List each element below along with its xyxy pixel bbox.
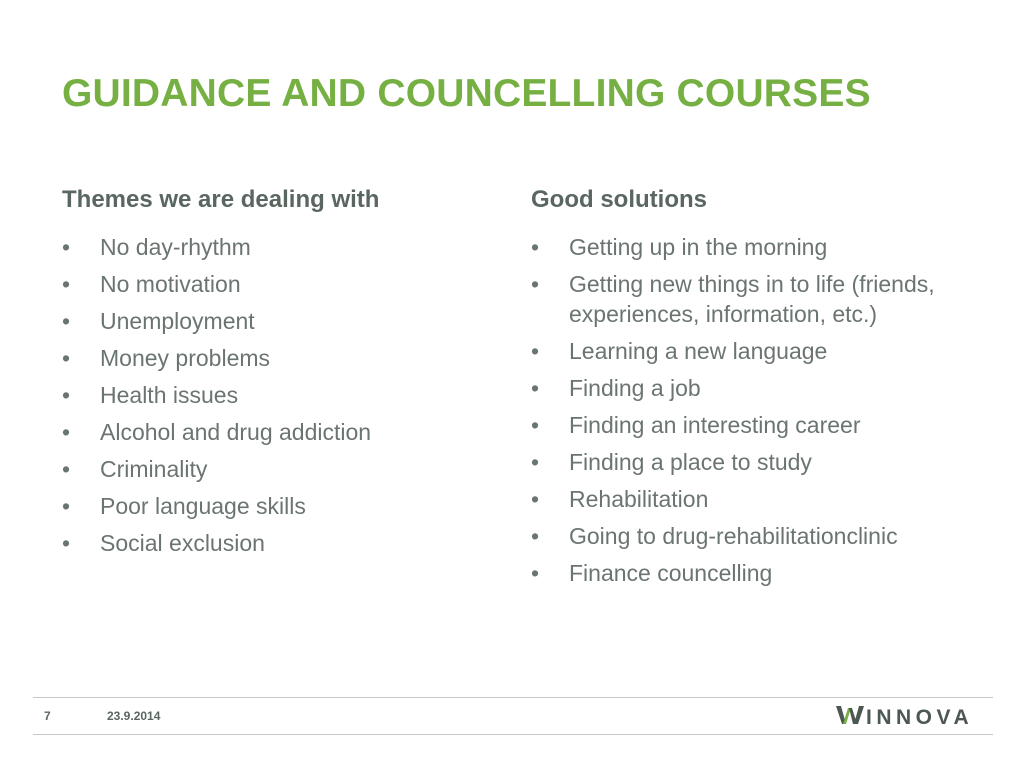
bullet-icon: • bbox=[62, 493, 71, 519]
bullet-icon: • bbox=[62, 345, 71, 371]
theme-item bbox=[62, 343, 482, 373]
logo-wordmark: INNOVA bbox=[866, 706, 974, 729]
bullet-icon: • bbox=[531, 523, 540, 549]
bullet-icon: • bbox=[62, 419, 71, 445]
bullet-icon: • bbox=[531, 234, 540, 260]
theme-item-text: No motivation bbox=[100, 271, 241, 297]
solution-item-text: Finance councelling bbox=[569, 560, 773, 586]
solution-item-text: Finding an interesting career bbox=[569, 412, 861, 438]
theme-item-text: Alcohol and drug addiction bbox=[100, 419, 372, 445]
solution-item bbox=[531, 558, 971, 588]
bullet-icon: • bbox=[62, 271, 71, 297]
theme-item bbox=[62, 454, 482, 484]
solution-item-text: Finding a job bbox=[569, 375, 701, 401]
theme-item bbox=[62, 306, 482, 336]
footer-date: 23.9.2014 bbox=[107, 709, 161, 723]
theme-item bbox=[62, 528, 482, 558]
bullet-icon: • bbox=[62, 308, 71, 334]
theme-item bbox=[62, 417, 482, 447]
theme-item bbox=[62, 269, 482, 299]
theme-item bbox=[62, 232, 482, 262]
footer-divider-top bbox=[33, 697, 993, 698]
theme-item-text: Unemployment bbox=[100, 308, 255, 334]
theme-item-text: Health issues bbox=[100, 382, 239, 408]
bullet-icon: • bbox=[531, 486, 540, 512]
bullet-icon: • bbox=[531, 338, 540, 364]
theme-item-text: Criminality bbox=[100, 456, 208, 482]
solution-item bbox=[531, 232, 971, 262]
solution-item bbox=[531, 484, 971, 514]
solution-item bbox=[531, 336, 971, 366]
footer-divider-bottom bbox=[33, 734, 993, 735]
solution-item-text: Getting up in the morning bbox=[569, 234, 828, 260]
bullet-icon: • bbox=[531, 375, 540, 401]
solution-item-text: Rehabilitation bbox=[569, 486, 709, 512]
solutions-list bbox=[531, 232, 971, 588]
solution-item bbox=[531, 410, 971, 440]
solution-item-text: Getting new things in to life (friends, experiences, information, etc.) bbox=[569, 271, 935, 327]
theme-item-text: No day-rhythm bbox=[100, 234, 251, 260]
solution-item bbox=[531, 521, 971, 551]
slide-title: GUIDANCE AND COUNCELLING COURSES bbox=[62, 72, 871, 115]
solution-item-text: Learning a new language bbox=[569, 338, 828, 364]
bullet-icon: • bbox=[531, 271, 540, 297]
winnova-logo bbox=[836, 703, 994, 729]
themes-heading: Themes we are dealing with bbox=[62, 186, 380, 213]
bullet-icon: • bbox=[62, 382, 71, 408]
theme-item bbox=[62, 491, 482, 521]
bullet-icon: • bbox=[62, 456, 71, 482]
solution-item-text: Going to drug-rehabilitationclinic bbox=[569, 523, 898, 549]
bullet-icon: • bbox=[531, 412, 540, 438]
bullet-icon: • bbox=[62, 530, 71, 556]
solution-item bbox=[531, 373, 971, 403]
theme-item-text: Social exclusion bbox=[100, 530, 265, 556]
themes-list bbox=[62, 232, 482, 558]
solutions-heading: Good solutions bbox=[531, 186, 707, 213]
solution-item-text: Finding a place to study bbox=[569, 449, 812, 475]
theme-item-text: Money problems bbox=[100, 345, 271, 371]
solution-item bbox=[531, 447, 971, 477]
bullet-icon: • bbox=[62, 234, 71, 260]
solution-item bbox=[531, 269, 971, 329]
bullet-icon: • bbox=[531, 449, 540, 475]
solutions-column bbox=[531, 186, 971, 595]
theme-item bbox=[62, 380, 482, 410]
theme-item-text: Poor language skills bbox=[100, 493, 306, 519]
themes-column bbox=[62, 186, 482, 565]
page-number: 7 bbox=[44, 709, 51, 723]
bullet-icon: • bbox=[531, 560, 540, 586]
logo-w-mark bbox=[836, 706, 864, 724]
